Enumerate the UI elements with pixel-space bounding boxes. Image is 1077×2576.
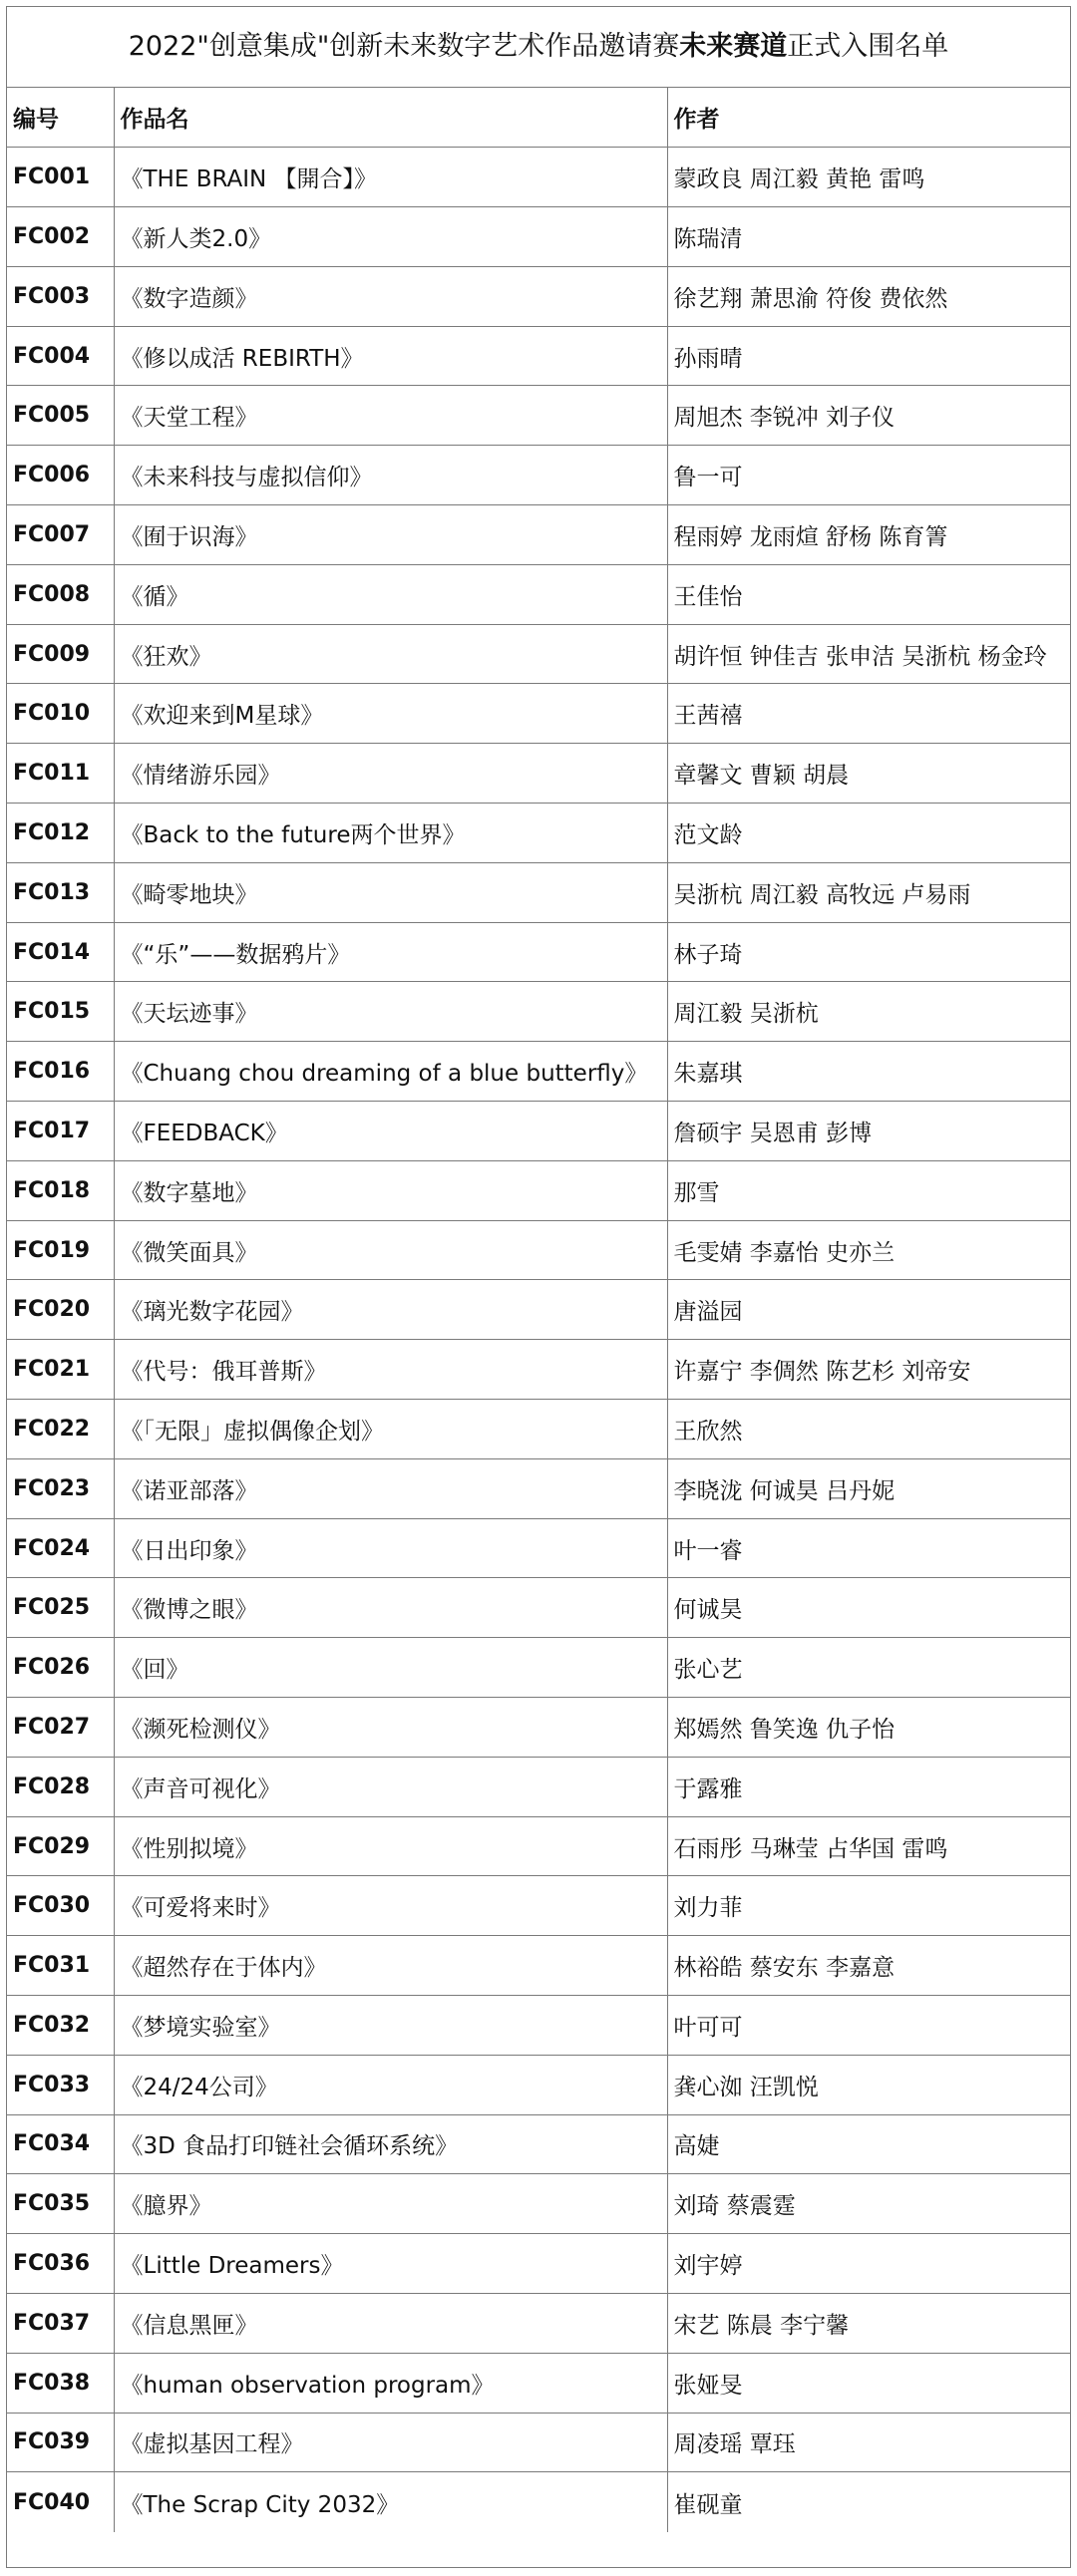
table-row (7, 505, 1070, 565)
cell-id: FC012 (7, 804, 114, 863)
cell-work: 《新人类2.0》 (114, 207, 667, 267)
table-row (7, 1102, 1070, 1161)
cell-author: 那雪 (667, 1160, 1070, 1220)
table-row (7, 266, 1070, 326)
cell-author: 王欣然 (667, 1400, 1070, 1459)
table-row (7, 922, 1070, 982)
cell-work: 《狂欢》 (114, 624, 667, 684)
cell-work: 《欢迎来到M星球》 (114, 684, 667, 744)
cell-author: 吴浙杭 周江毅 高牧远 卢易雨 (667, 862, 1070, 922)
cell-work: 《回》 (114, 1638, 667, 1698)
cell-author: 周旭杰 李锐冲 刘子仪 (667, 386, 1070, 446)
title-prefix: 2022"创意集成"创新未来数字艺术作品邀请赛 (128, 31, 680, 62)
cell-work: 《情绪游乐园》 (114, 744, 667, 804)
cell-id: FC032 (7, 1996, 114, 2056)
table-row (7, 1816, 1070, 1876)
cell-work: 《虚拟基因工程》 (114, 2413, 667, 2472)
cell-work: 《未来科技与虚拟信仰》 (114, 446, 667, 505)
cell-work: 《「无限」虚拟偶像企划》 (114, 1400, 667, 1459)
cell-work: 《濒死检测仪》 (114, 1698, 667, 1758)
cell-author: 郑嫣然 鲁笑逸 仇子怡 (667, 1698, 1070, 1758)
table-row (7, 1458, 1070, 1518)
cell-id: FC019 (7, 1220, 114, 1280)
cell-id: FC034 (7, 2114, 114, 2174)
cell-author: 程雨婷 龙雨煊 舒杨 陈育箐 (667, 505, 1070, 565)
cell-author: 李晓泷 何诚昊 吕丹妮 (667, 1458, 1070, 1518)
cell-work: 《梦境实验室》 (114, 1996, 667, 2056)
cell-author: 林裕皓 蔡安东 李嘉意 (667, 1936, 1070, 1996)
cell-author: 蒙政良 周江毅 黄艳 雷鸣 (667, 148, 1070, 207)
cell-id: FC023 (7, 1458, 114, 1518)
cell-id: FC025 (7, 1578, 114, 1638)
table-row (7, 207, 1070, 267)
table-row (7, 1996, 1070, 2056)
cell-author: 许嘉宁 李倜然 陈艺杉 刘帝安 (667, 1340, 1070, 1400)
table-row (7, 684, 1070, 744)
header-work: 作品名 (114, 88, 667, 148)
table-row (7, 386, 1070, 446)
table-row (7, 624, 1070, 684)
header-author: 作者 (667, 88, 1070, 148)
cell-work: 《FEEDBACK》 (114, 1102, 667, 1161)
cell-author: 刘力菲 (667, 1876, 1070, 1936)
cell-author: 叶可可 (667, 1996, 1070, 2056)
shortlist-table (7, 88, 1070, 2532)
cell-work: 《24/24公司》 (114, 2055, 667, 2114)
table-row (7, 1160, 1070, 1220)
table-row (7, 744, 1070, 804)
table-row (7, 1400, 1070, 1459)
cell-work: 《诺亚部落》 (114, 1458, 667, 1518)
cell-id: FC010 (7, 684, 114, 744)
cell-work: 《“乐”——数据鸦片》 (114, 922, 667, 982)
cell-id: FC033 (7, 2055, 114, 2114)
table-row (7, 1698, 1070, 1758)
table-row (7, 2472, 1070, 2532)
table-row (7, 2293, 1070, 2353)
cell-work: 《Back to the future两个世界》 (114, 804, 667, 863)
cell-work: 《天堂工程》 (114, 386, 667, 446)
cell-id: FC003 (7, 266, 114, 326)
table-row (7, 862, 1070, 922)
cell-work: 《天坛迹事》 (114, 982, 667, 1042)
cell-work: 《3D 食品打印链社会循环系统》 (114, 2114, 667, 2174)
cell-id: FC007 (7, 505, 114, 565)
cell-work: 《囿于识海》 (114, 505, 667, 565)
table-row (7, 804, 1070, 863)
table-row (7, 564, 1070, 624)
cell-id: FC040 (7, 2472, 114, 2532)
cell-author: 龚心洳 汪凯悦 (667, 2055, 1070, 2114)
cell-work: 《修以成活 REBIRTH》 (114, 326, 667, 386)
table-row (7, 2174, 1070, 2234)
cell-id: FC001 (7, 148, 114, 207)
table-row (7, 1757, 1070, 1816)
cell-author: 朱嘉琪 (667, 1042, 1070, 1102)
table-row (7, 326, 1070, 386)
cell-id: FC039 (7, 2413, 114, 2472)
title-suffix: 正式入围名单 (787, 31, 949, 62)
cell-work: 《日出印象》 (114, 1518, 667, 1578)
cell-work: 《性别拟境》 (114, 1816, 667, 1876)
cell-id: FC016 (7, 1042, 114, 1102)
cell-author: 石雨彤 马琳莹 占华国 雷鸣 (667, 1816, 1070, 1876)
table-row (7, 2114, 1070, 2174)
header-row (7, 88, 1070, 148)
table-row (7, 2055, 1070, 2114)
cell-author: 胡许恒 钟佳吉 张申洁 吴浙杭 杨金玲 (667, 624, 1070, 684)
cell-work: 《畸零地块》 (114, 862, 667, 922)
cell-author: 王佳怡 (667, 564, 1070, 624)
cell-id: FC022 (7, 1400, 114, 1459)
cell-work: 《微博之眼》 (114, 1578, 667, 1638)
cell-author: 张娅旻 (667, 2353, 1070, 2413)
cell-author: 张心艺 (667, 1638, 1070, 1698)
cell-author: 詹硕宇 吴恩甫 彭博 (667, 1102, 1070, 1161)
table-row (7, 1578, 1070, 1638)
cell-id: FC036 (7, 2234, 114, 2294)
cell-id: FC015 (7, 982, 114, 1042)
cell-id: FC018 (7, 1160, 114, 1220)
table-row (7, 2353, 1070, 2413)
cell-id: FC024 (7, 1518, 114, 1578)
cell-author: 周江毅 吴浙杭 (667, 982, 1070, 1042)
cell-id: FC006 (7, 446, 114, 505)
cell-id: FC026 (7, 1638, 114, 1698)
cell-author: 刘琦 蔡震霆 (667, 2174, 1070, 2234)
cell-work: 《可爱将来时》 (114, 1876, 667, 1936)
cell-author: 周凌瑶 覃珏 (667, 2413, 1070, 2472)
table-row (7, 1936, 1070, 1996)
cell-work: 《信息黑匣》 (114, 2293, 667, 2353)
table-row (7, 1518, 1070, 1578)
page-title (7, 7, 1070, 88)
table-row (7, 148, 1070, 207)
cell-work: 《超然存在于体内》 (114, 1936, 667, 1996)
cell-id: FC020 (7, 1280, 114, 1340)
cell-author: 叶一睿 (667, 1518, 1070, 1578)
cell-id: FC009 (7, 624, 114, 684)
cell-id: FC014 (7, 922, 114, 982)
cell-work: 《Little Dreamers》 (114, 2234, 667, 2294)
cell-id: FC011 (7, 744, 114, 804)
cell-id: FC027 (7, 1698, 114, 1758)
cell-id: FC008 (7, 564, 114, 624)
cell-work: 《The Scrap City 2032》 (114, 2472, 667, 2532)
cell-work: 《Chuang chou dreaming of a blue butterfly》 (114, 1042, 667, 1102)
cell-work: 《璃光数字花园》 (114, 1280, 667, 1340)
cell-id: FC038 (7, 2353, 114, 2413)
cell-author: 王茜禧 (667, 684, 1070, 744)
cell-id: FC005 (7, 386, 114, 446)
cell-author: 高婕 (667, 2114, 1070, 2174)
cell-id: FC021 (7, 1340, 114, 1400)
cell-work: 《数字造颜》 (114, 266, 667, 326)
table-row (7, 2234, 1070, 2294)
cell-id: FC002 (7, 207, 114, 267)
cell-author: 何诚昊 (667, 1578, 1070, 1638)
cell-author: 于露雅 (667, 1757, 1070, 1816)
cell-work: 《数字墓地》 (114, 1160, 667, 1220)
cell-id: FC004 (7, 326, 114, 386)
cell-author: 陈瑞清 (667, 207, 1070, 267)
cell-author: 毛雯婧 李嘉怡 史亦兰 (667, 1220, 1070, 1280)
table-body (7, 148, 1070, 2532)
cell-work: 《声音可视化》 (114, 1757, 667, 1816)
cell-author: 林子琦 (667, 922, 1070, 982)
cell-work: 《循》 (114, 564, 667, 624)
table-row (7, 1220, 1070, 1280)
table-row (7, 446, 1070, 505)
cell-id: FC031 (7, 1936, 114, 1996)
title-emphasis: 未来赛道 (679, 31, 788, 62)
cell-author: 鲁一可 (667, 446, 1070, 505)
cell-work: 《臆界》 (114, 2174, 667, 2234)
cell-id: FC013 (7, 862, 114, 922)
cell-author: 刘宇婷 (667, 2234, 1070, 2294)
table-row (7, 982, 1070, 1042)
cell-author: 宋艺 陈晨 李宁馨 (667, 2293, 1070, 2353)
cell-id: FC029 (7, 1816, 114, 1876)
header-id: 编号 (7, 88, 114, 148)
cell-author: 孙雨晴 (667, 326, 1070, 386)
table-row (7, 1042, 1070, 1102)
cell-author: 范文龄 (667, 804, 1070, 863)
cell-work: 《代号：俄耳普斯》 (114, 1340, 667, 1400)
cell-id: FC037 (7, 2293, 114, 2353)
cell-id: FC030 (7, 1876, 114, 1936)
shortlist-sheet (6, 6, 1071, 2568)
cell-author: 徐艺翔 萧思渝 符俊 费依然 (667, 266, 1070, 326)
table-row (7, 2413, 1070, 2472)
table-row (7, 1638, 1070, 1698)
cell-work: 《human observation program》 (114, 2353, 667, 2413)
cell-work: 《微笑面具》 (114, 1220, 667, 1280)
cell-id: FC028 (7, 1757, 114, 1816)
table-row (7, 1340, 1070, 1400)
cell-id: FC017 (7, 1102, 114, 1161)
table-row (7, 1876, 1070, 1936)
cell-author: 唐溢园 (667, 1280, 1070, 1340)
cell-work: 《THE BRAIN 【開合】》 (114, 148, 667, 207)
cell-author: 章馨文 曹颖 胡晨 (667, 744, 1070, 804)
table-row (7, 1280, 1070, 1340)
cell-author: 崔砚童 (673, 2491, 743, 2518)
cell-id: FC035 (7, 2174, 114, 2234)
